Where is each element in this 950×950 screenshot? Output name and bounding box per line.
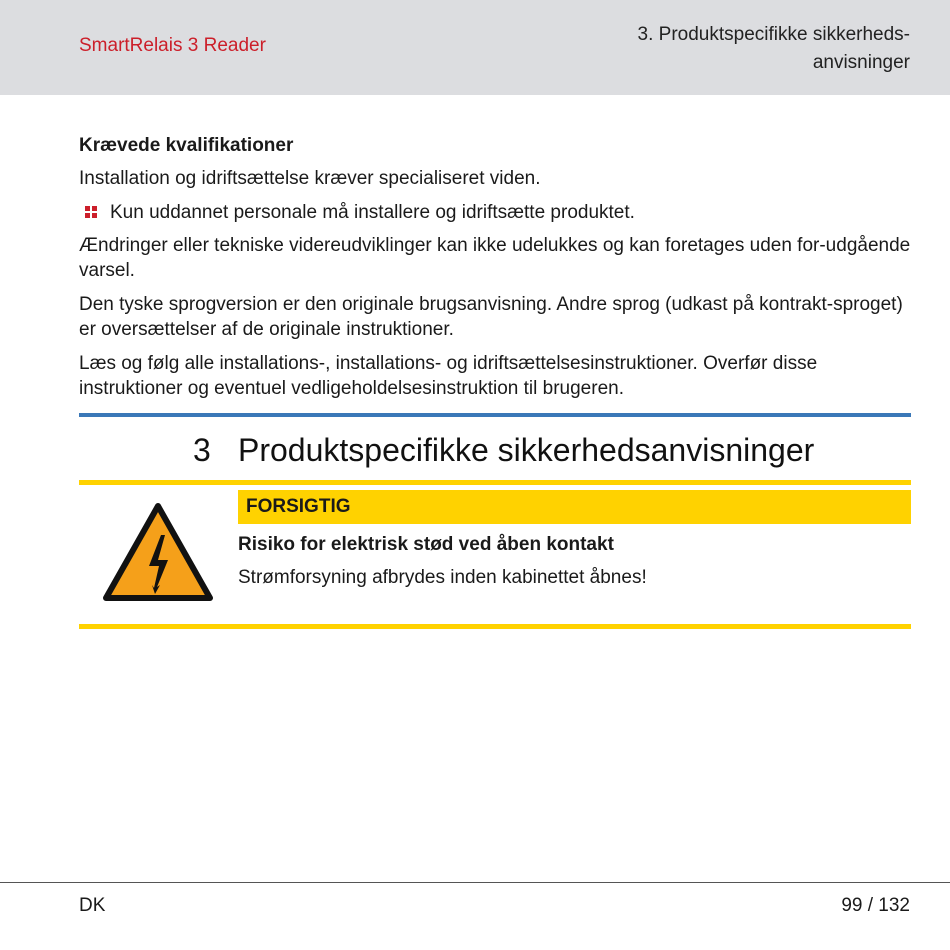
qualifications-intro: Installation og idriftsættelse kræver specialiseret viden.: [79, 168, 541, 189]
warning-signal-word: FORSIGTIG: [246, 496, 351, 517]
warning-title: Risiko for elektrisk stød ved åben kontakt: [238, 534, 614, 555]
warning-banner: [238, 490, 911, 524]
warning-top-rule: [79, 480, 911, 485]
qualifications-heading: Krævede kvalifikationer: [79, 135, 294, 156]
qualifications-bullet: [79, 200, 911, 225]
page-header: [0, 0, 950, 95]
paragraph-language: Den tyske sprogversion er den originale brugsanvisning. Andre sprog (udkast på kontrakt-sproget) er oversættelser af de originale instruktioner.: [79, 294, 903, 340]
page-number: 99 / 132: [841, 895, 910, 916]
section-title: Produktspecifikke sikkerhedsanvisninger: [238, 432, 815, 468]
bullet-text: Kun uddannet personale må installere og idriftsætte produktet.: [110, 202, 635, 223]
section-number: 3: [193, 432, 211, 468]
page-content: [79, 133, 911, 410]
warning-bottom-rule: [79, 624, 911, 629]
warning-text: Strømforsyning afbrydes inden kabinettet åbnes!: [238, 567, 647, 588]
divider-blue: [79, 413, 911, 417]
paragraph-changes: Ændringer eller tekniske videreudviklinger kan ikke udelukkes og kan foretages uden for-udgående varsel.: [79, 235, 911, 281]
product-name: SmartRelais 3 Reader: [79, 35, 266, 56]
electric-hazard-icon: [102, 502, 214, 602]
paragraph-instructions: Læs og følg alle installations-, installations- og idriftsættelsesinstruktioner. Overfør disse instruktioner og eventuel vedligeholdelsesinstruktion til brugeren.: [79, 353, 818, 399]
chapter-title: [490, 21, 910, 77]
footer-divider: [0, 882, 950, 883]
chapter-title-line1: 3. Produktspecifikke sikkerheds-: [637, 24, 910, 45]
footer-language: DK: [79, 895, 106, 916]
bullet-squares-icon: [85, 206, 97, 218]
chapter-title-line2: anvisninger: [812, 52, 910, 73]
